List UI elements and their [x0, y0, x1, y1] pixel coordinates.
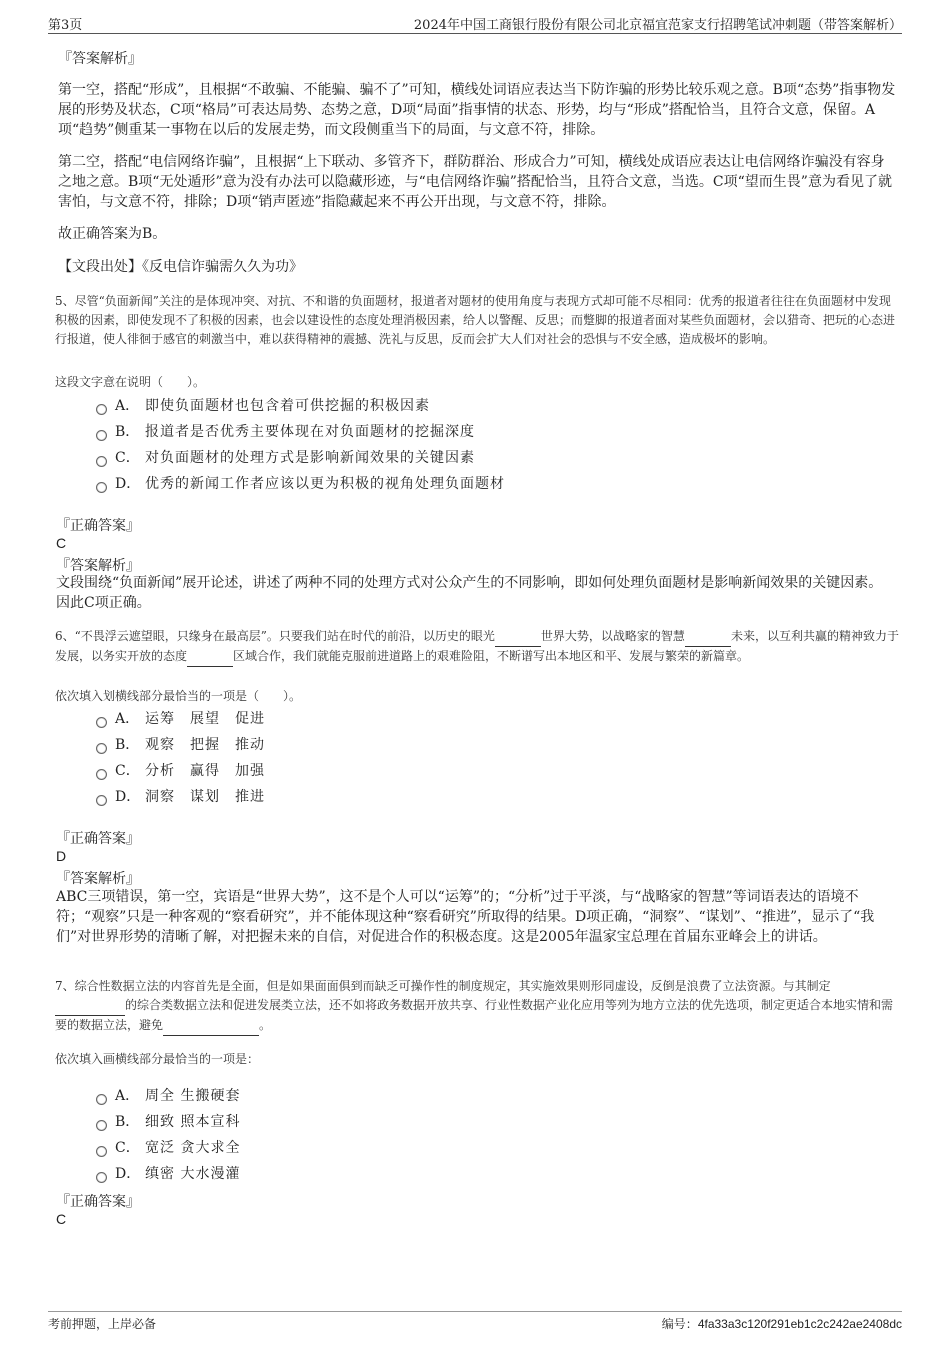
q4-explain-block [58, 80, 898, 256]
q5-stem: 5、尽管“负面新闻”关注的是体现冲突、对抗、不和谐的负面题材，报道者对题材的使用角度与表现方式却可能不尽相同：优秀的报道者往往在负面题材中发现积极的因素，即使发现不了积极的因素，也会以建设性的态度处理消极因素，给人以警醒、反思；而蹩脚的报道者面对某些负面题材，会以猎奇、把玩的心态进行报道，使人徘徊于感官的刺激当中，难以获得精神的震撼、洗礼与反思，反而会扩大人们对社会的恐惧与不安全感，造成极坏的影响。 [55, 294, 896, 346]
q7-options [96, 1083, 240, 1187]
q6-option-a[interactable]: A． 运筹 展望 促进 [96, 706, 265, 732]
q4-explain-label: 『答案解析』 [58, 51, 142, 67]
q4-explain-para-1: 第一空，搭配“形成”，且根据“不敢骗、不能骗、骗不了”可知，横线处词语应表达当下防诈骗的形势比较乐观之意。B项“态势”指事物发展的形势及状态，C项“格局”可表达局势、态势之意，D项“局面”指事情的状态、形势，均与“形成”搭配恰当，且符合文意，保留。A项“趋势”侧重某一事物在以后的发展走势，而文段侧重当下的局面，与文意不符，排除。 [58, 82, 896, 138]
document-title: 2024年中国工商银行股份有限公司北京福宜范家支行招聘笔试冲刺题（带答案解析） [413, 18, 902, 33]
radio-icon[interactable] [96, 769, 107, 780]
radio-icon[interactable] [96, 1120, 107, 1131]
radio-icon[interactable] [96, 717, 107, 728]
radio-icon[interactable] [96, 404, 107, 415]
page-number: 第3页 [48, 18, 83, 33]
q7-option-d[interactable]: D． 缜密 大水漫灌 [96, 1161, 240, 1187]
q5-option-a[interactable]: A． 即使负面题材也包含着可供挖掘的积极因素 [96, 393, 505, 419]
q4-explain-para-2: 第二空，搭配“电信网络诈骗”，且根据“上下联动、多管齐下，群防群治、形成合力”可知，横线处成语应表达让电信网络诈骗没有容身之地之意。B项“无处遁形”意为没有办法可以隐藏形迹，与“电信网络诈骗”搭配恰当，且符合文意，当选。C项“望而生畏”意为看见了就害怕，与文意不符，排除；D项“销声匿迹”指隐藏起来不再公开出现，与文意不符，排除。 [58, 154, 892, 210]
q6-options [96, 706, 265, 810]
radio-icon[interactable] [96, 1146, 107, 1157]
q6-option-c[interactable]: C． 分析 赢得 加强 [96, 758, 265, 784]
q5-explain-label: 『答案解析』 [56, 558, 140, 574]
radio-icon[interactable] [96, 1172, 107, 1183]
q5-answer-label: 『正确答案』 [56, 518, 140, 534]
q6-option-b[interactable]: B． 观察 把握 推动 [96, 732, 265, 758]
q6-blank-1 [495, 627, 541, 647]
q7-answer: C [56, 1211, 67, 1227]
q6-stem: 6、“不畏浮云遮望眼，只缘身在最高层”。只要我们站在时代的前沿，以历史的眼光 世界大势，以战略家的智慧 未来，以互利共赢的精神致力于发展，以务实开放的态度 区域合作，我们就能克服前进道路上的艰难险阻，不断谱写出本地区和平、发展与繁荣的新篇章。 [55, 627, 900, 667]
q5-option-d[interactable]: D． 优秀的新闻工作者应该以更为积极的视角处理负面题材 [96, 471, 505, 497]
footer-slogan: 考前押题，上岸必备 [48, 1317, 157, 1331]
q7-stem: 7、综合性数据立法的内容首先是全面，但是如果面面俱到而缺乏可操作性的制度规定，其实施效果则形同虚设，反倒是浪费了立法资源。与其制定 的综合类数据立法和促进发展类立法，还不如将政务数据开放共享、行业性数据产业化应用等列为地方立法的优先选项，制定更适合本地实情和需要的数据立法，避免 。 [55, 977, 900, 1036]
q7-answer-label: 『正确答案』 [56, 1194, 140, 1210]
header-divider [48, 33, 902, 34]
q5-option-c[interactable]: C． 对负面题材的处理方式是影响新闻效果的关键因素 [96, 445, 505, 471]
q5-explain: 文段围绕“负面新闻”展开论述，讲述了两种不同的处理方式对公众产生的不同影响，即如何处理负面题材是影响新闻效果的关键因素。因此C项正确。 [56, 575, 883, 611]
q7-option-a[interactable]: A． 周全 生搬硬套 [96, 1083, 240, 1109]
q4-source: 【文段出处】《反电信诈骗需久久为功》 [58, 259, 303, 275]
q7-prompt: 依次填入画横线部分最恰当的一项是： [55, 1052, 260, 1066]
q4-explain-para-3: 故正确答案为B。 [58, 226, 167, 242]
q5-answer: C [56, 535, 67, 551]
q7-option-b[interactable]: B． 细致 照本宣科 [96, 1109, 240, 1135]
footer-divider [48, 1311, 902, 1312]
radio-icon[interactable] [96, 482, 107, 493]
q5-option-b[interactable]: B． 报道者是否优秀主要体现在对负面题材的挖掘深度 [96, 419, 505, 445]
radio-icon[interactable] [96, 430, 107, 441]
radio-icon[interactable] [96, 456, 107, 467]
radio-icon[interactable] [96, 795, 107, 806]
radio-icon[interactable] [96, 1094, 107, 1105]
q7-blank-1 [55, 996, 125, 1016]
q6-prompt: 依次填入划横线部分最恰当的一项是（ ）。 [55, 689, 302, 703]
q6-option-d[interactable]: D． 洞察 谋划 推进 [96, 784, 265, 810]
document-code: 编号：4fa33a3c120f291eb1c2c242ae2408dc [661, 1317, 902, 1331]
q6-explain: ABC三项错误，第一空，宾语是“世界大势”，这不是个人可以“运筹”的；“分析”过于平淡，与“战略家的智慧”等词语表达的语境不符；“观察”只是一种客观的“察看研究”，并不能体现这种“察看研究”所取得的结果。D项正确，“洞察”、“谋划”、“推进”，显示了“我们”对世界形势的清晰了解，对把握未来的自信，对促进合作的积极态度。这是2005年温家宝总理在首届东亚峰会上的讲话。 [56, 889, 875, 945]
q5-prompt: 这段文字意在说明（ ）。 [55, 375, 206, 389]
radio-icon[interactable] [96, 743, 107, 754]
q6-answer-label: 『正确答案』 [56, 831, 140, 847]
q6-blank-2 [685, 627, 731, 647]
q7-option-c[interactable]: C． 宽泛 贪大求全 [96, 1135, 240, 1161]
q7-blank-2 [163, 1016, 259, 1036]
q5-options [96, 393, 505, 497]
q6-blank-3 [187, 647, 233, 667]
q6-answer: D [56, 848, 67, 864]
q6-explain-label: 『答案解析』 [56, 871, 140, 887]
